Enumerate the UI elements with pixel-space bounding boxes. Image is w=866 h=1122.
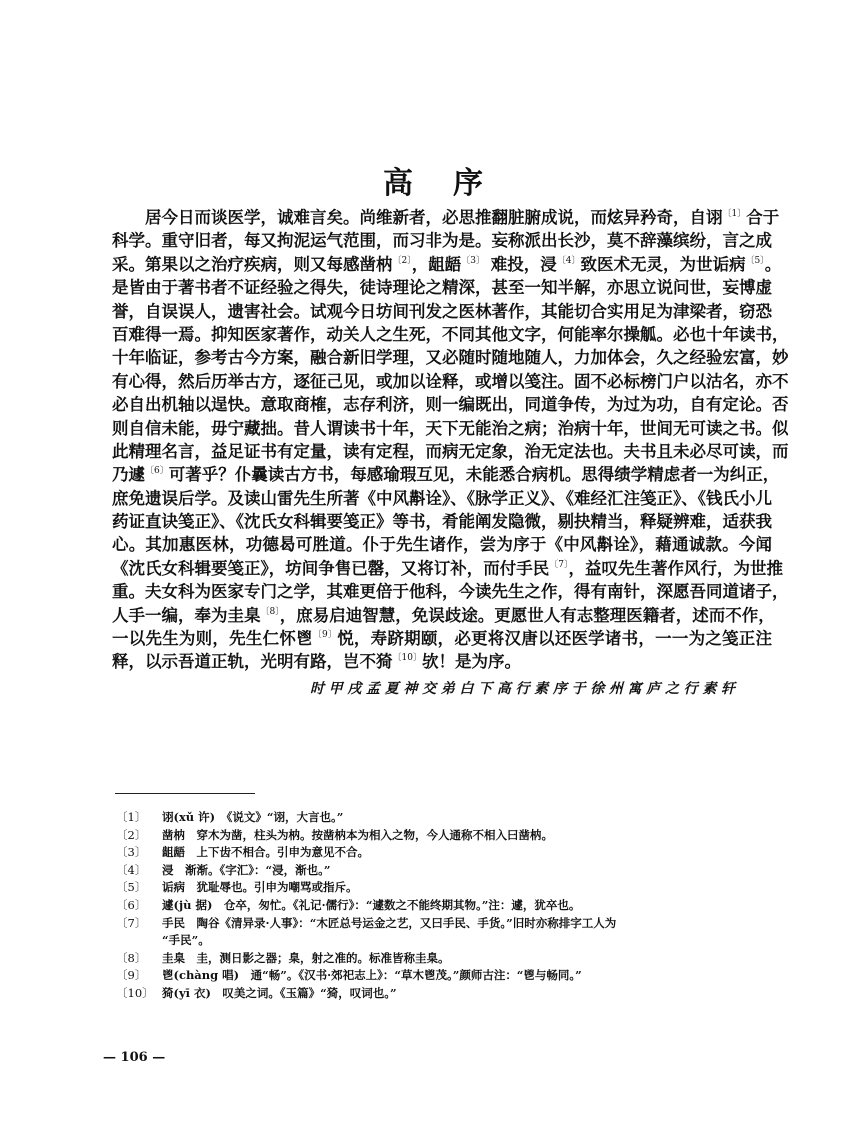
footnote-number: 〔6〕 (116, 897, 147, 912)
footnote-ref: 〔3〕 (461, 255, 485, 266)
body-line (112, 370, 789, 393)
body-line (112, 206, 780, 229)
footnote (116, 844, 736, 862)
footnote-text: 浸 渐渐。《字汇》：“浸，渐也。” (162, 862, 331, 877)
body-line (112, 417, 789, 440)
footnote (116, 932, 736, 950)
footnote-number: 〔8〕 (116, 950, 147, 965)
footnote-ref: 〔2〕 (392, 255, 412, 266)
footnote (116, 950, 736, 968)
body-text: 庶免遗误后学。及读山雷先生所著《中风斠诠》、《脉学正义》、《难经汇注笺正》、《钱氏小儿 (112, 488, 772, 508)
body-text: 有心得，然后历举古方，逐征己见，或加以诠释，或增以笺注。固不必标榜门户以沽名，亦不 (112, 371, 789, 391)
body-text: 采。第果以之治疗疾病，则又每感凿枘 (112, 254, 393, 274)
page-number: — 106 — (103, 1050, 166, 1065)
body-text: 。 (764, 254, 782, 274)
body-line (112, 604, 775, 627)
body-text: 则自信未能，毋宁藏拙。昔人谓读书十年，天下无能治之病；治病十年，世间无可读之书。似 (112, 418, 789, 438)
footnote-ref: 〔5〕 (745, 255, 765, 266)
body-line (112, 253, 782, 276)
body-line (112, 463, 780, 486)
footnote (116, 967, 736, 985)
footnote-text: 猗(yī 衣) 叹美之词。《玉篇》“猗，叹词也。” (162, 985, 397, 1000)
footnote (116, 862, 736, 880)
body-text: 重。夫女科为医家专门之学，其难更倍于他科，今读先生之作，得有南针，深愿吾同道诸子， (112, 582, 789, 602)
body-line (112, 229, 772, 252)
body-line (112, 323, 789, 346)
footnote (116, 827, 736, 845)
footnote-ref: 〔6〕 (145, 466, 169, 477)
footnote-number: 〔2〕 (116, 827, 147, 842)
body-line (112, 627, 772, 650)
body-text: 心。其加惠医林，功德曷可胜道。仆于先生诸作，尝为序于《中风斠诠》，藉通诚款。今闻 (112, 535, 772, 555)
body-line (112, 533, 772, 556)
body-text: 科学。重守旧者，每又拘泥运气范围，而习非为是。妄称派出长沙，莫不辞藻缤纷，言之成 (112, 231, 772, 251)
body-line (112, 557, 783, 580)
footnote-number: 〔9〕 (116, 968, 147, 983)
footnote-ref: 〔9〕 (312, 630, 338, 641)
body-text: 《沈氏女科辑要笺正》，坊间争售已罄，又将订补，而付手民 (112, 558, 550, 578)
footnote-text: “手民”。 (162, 933, 210, 948)
footnote-text: 诩(xǔ 许) 《说文》“诩，大言也。” (162, 810, 344, 824)
footnote-ref: 〔8〕 (260, 606, 280, 617)
body-line (112, 393, 789, 416)
body-line (112, 580, 789, 603)
footnote-number: 〔10〕 (116, 985, 154, 1000)
footnote (116, 897, 736, 915)
footnote-text: 诟病 犹耻辱也。引申为嘲骂或指斥。 (162, 880, 358, 895)
footnote-ref: 〔1〕 (722, 209, 747, 219)
footnote (116, 915, 736, 933)
preface-body (112, 206, 789, 674)
body-text: 百难得一焉。抑知医家著作，动关人之生死，不同其他文字，何能率尔操觚。必也十年读书， (112, 324, 789, 344)
footnote-text: 圭臬 圭，测日影之器；臬，射之准的。标准皆称圭臬。 (162, 950, 450, 965)
body-text: 乃遽 (112, 465, 145, 485)
body-text: 十年临证，参考古今方案，融合新旧学理，又必随时随地随人，力加体会，久之经验宏富，妙 (112, 348, 789, 368)
body-text: ，龃龉 (411, 254, 462, 274)
footnote-divider (115, 793, 255, 794)
body-text: 一以先生为则，先生仁怀鬯 (112, 629, 313, 649)
body-text: 难投，浸 (484, 254, 557, 274)
body-text: 欤！是为序。 (421, 652, 521, 672)
footnote-ref: 〔4〕 (556, 255, 581, 266)
footnote-number: 〔5〕 (116, 880, 147, 895)
body-text: 必自出机轴以逞快。意取商榷，志存利济，则一编既出，同道争传，为过为功，自有定论。否 (112, 395, 789, 415)
body-text: 是皆由于著书者不证经验之得失，徒诗理论之精深，甚至一知半解，亦思立说问世，妄博虚 (112, 278, 772, 298)
footnote-text: 手民 陶谷《清异录·人事》：“木匠总号运金之艺，又曰手民、手货。”旧时亦称排字工人为 (162, 915, 617, 930)
footnote-text: 龃龉 上下齿不相合。引申为意见不合。 (162, 845, 369, 860)
page-title: 高序 (383, 166, 523, 201)
body-text: ，庶易启迪智慧，免误歧途。更愿世人有志整理医籍者，述而不作， (279, 605, 775, 625)
footnote-text: 鬯(chàng 唱) 通“畅”。《汉书·郊祀志上》：“草木鬯茂。”颜师古注：“鬯与畅同。” (162, 968, 582, 983)
footnote-text: 凿枘 穿木为凿，柱头为枘。按凿枘本为相入之物，今人通称不相入曰凿枘。 (162, 827, 553, 842)
body-text: ，益叹先生著作风行，为世推 (568, 558, 783, 578)
body-text: 药证直诀笺正》、《沈氏女科辑要笺正》等书，肴能阐发隐微，剔抉精当，释疑辨难，适获我 (112, 512, 772, 532)
body-line (112, 300, 772, 323)
body-text: 可著乎？仆曩读古方书，每感瑜瑕互见，未能悉合病机。思得绩学精虑者一为纠正， (168, 465, 780, 485)
body-text: 此精理名言，益足证书有定量，读有定程，而病无定象，治无定法也。夫书且未必尽可读，而 (112, 441, 789, 461)
body-text: 释，以示吾道正轨，光明有路，岂不猗 (112, 652, 393, 672)
signature-line: 时甲戌孟夏神交弟白下高行素序于徐州寓庐之行素轩 (310, 681, 735, 697)
body-line (112, 510, 772, 533)
footnote (116, 879, 736, 897)
body-line (112, 487, 772, 510)
body-line (112, 276, 772, 299)
footnotes (116, 809, 736, 1003)
footnote (116, 985, 736, 1003)
body-line (112, 650, 772, 673)
footnote-number: 〔7〕 (116, 915, 147, 930)
footnote-number: 〔4〕 (116, 862, 147, 877)
body-text: 居今日而谈医学，诚难言矣。尚维新者，必思推翻脏腑成说，而炫异矜奇，自诩 (145, 208, 723, 227)
footnote (116, 809, 736, 827)
footnote-text: 遽(jù 据) 仓卒，匆忙。《礼记·儒行》：“遽数之不能终期其物。”注：遽，犹卒也。 (162, 897, 581, 912)
body-text: 致医术无灵，为世诟病 (580, 254, 746, 274)
footnote-number: 〔1〕 (116, 810, 147, 824)
body-text: 誉，自误误人，遗害社会。试观今日坊间刊发之医林著作，其能切合实用足为津梁者，窃恐 (112, 301, 772, 321)
footnote-ref: 〔7〕 (549, 559, 569, 570)
body-line (112, 346, 789, 369)
footnote-number: 〔3〕 (116, 845, 147, 860)
body-text: 合于 (746, 208, 780, 227)
body-text: 悦，寿跻期颐，必更将汉唐以还医学诸书，一一为之笺正注 (337, 629, 772, 649)
body-line (112, 440, 789, 463)
body-text: 人手一编，奉为圭臬 (112, 605, 261, 625)
footnote-ref: 〔10〕 (392, 653, 422, 664)
